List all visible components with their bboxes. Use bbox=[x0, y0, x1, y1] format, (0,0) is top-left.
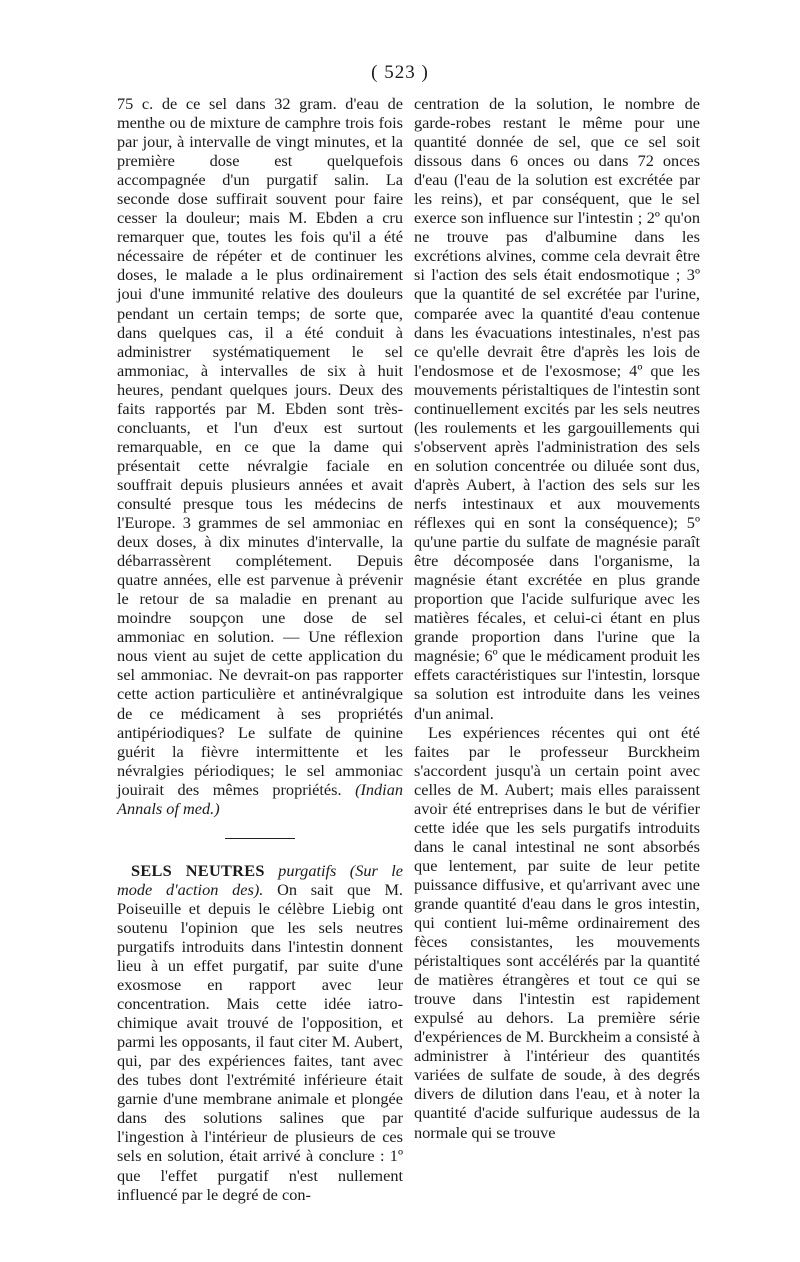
left-paragraph-1-text: 75 c. de ce sel dans 32 gram. d'eau de menthe ou de mixture de camphre trois fois par jour, à intervalle de vingt minutes, et la première dose est quelquefois accompagnée d'un purgatif salin. La seconde dose suffirait souvent pour faire cesser la douleur; mais M. Ebden a cru remarquer que, toutes les fois qu'il a été nécessaire de répéter et de continuer les doses, le malade a le plus ordinairement joui d'une immunité relative des douleurs pendant un certain temps; de sorte que, dans quelques cas, il a été conduit à administrer systématiquement le sel ammoniac, à intervalles de six à huit heures, pendant quelques jours. Deux des faits rapportés par M. Ebden sont très-concluants, et l'un d'eux est surtout remarquable, en ce que la dame qui présentait cette névralgie faciale en souffrait depuis plusieurs années et avait consulté presque tous les médecins de l'Europe. 3 grammes de sel ammoniac en deux doses, à dix minutes d'intervalle, la débarrassèrent complétement. Depuis quatre années, elle est parvenue à prévenir le retour de sa maladie en prenant au moindre soupçon une dose de sel ammoniac en solution. — Une réflexion nous vient au sujet de cette application du sel ammoniac. Ne devrait-on pas rapporter cette action particulière et antinévralgique de ce médicament à ses propriétés antipériodiques? Le sulfate de quinine guérit la fièvre intermittente et les névralgies périodiques; le sel ammoniac jouirait des mêmes propriétés. bbox=[117, 94, 403, 799]
left-paragraph-2-text: On sait que M. Poiseuille et depuis le célèbre Liebig ont soutenu l'opinion que les sels neutres purgatifs introduits dans l'intestin donnent lieu à un effet purgatif, par suite d'une exosmose en rapport avec leur concentration. Mais cette idée iatro-chimique avait trouvé de l'opposition, et parmi les opposants, il faut citer M. Aubert, qui, par des expériences faites, tant avec des tubes dont l'extrémité inférieure était garnie d'une membrane animale et plongée dans des solutions salines que par l'ingestion à l'intérieur de plusieurs de ces sels en solution, était arrivé à conclure : 1º que l'effet purgatif n'est nullement influencé par le degré de con- bbox=[117, 879, 403, 1204]
right-paragraph-1: centration de la solution, le nombre de garde-robes restant le même pour une quantité donnée de sel, que ce sel soit dissous dans 6 onces ou dans 72 onces d'eau (l'eau de la solution est excrétée par les reins), et par conséquent, que le sel exerce son influence sur l'intestin ; 2º qu'on ne trouve pas d'albumine dans les excrétions alvines, comme cela devrait être si l'action des sels était endosmotique ; 3º que la quantité de sel excrétée par l'urine, comparée avec la quantité d'eau contenue dans les évacuations intestinales, n'est pas ce qu'elle devrait être d'après les lois de l'endosmose et de l'exosmose; 4º que les mouvements péristaltiques de l'intestin sont continuellement excités par les sels neutres (les roulements et les gargouillements qui s'observent après l'administration des sels en solution concentrée ou diluée sont dus, d'après Aubert, à l'action des sels sur les nerfs intestinaux et aux mouvements réflexes qui en sont la conséquence); 5º qu'une partie du sulfate de magnésie paraît être décomposée dans l'organisme, la magnésie étant excrétée en plus grande proportion que l'acide sulfurique avec les matières fécales, et celui-ci étant en plus grande proportion dans l'urine que la magnésie; 6º que le médicament produit les effets caractéristiques sur l'intestin, lorsque sa solution est introduite dans les veines d'un animal. bbox=[414, 94, 700, 723]
right-column bbox=[414, 94, 700, 1142]
section-divider bbox=[225, 838, 295, 839]
citation-indian-annals: (Indian Annals of med.) bbox=[117, 779, 403, 818]
page-number: ( 523 ) bbox=[371, 62, 429, 83]
left-paragraph-1 bbox=[117, 94, 403, 818]
section-heading: SELS NEUTRES bbox=[131, 860, 265, 880]
section-paragraph bbox=[117, 861, 403, 1204]
section-subheading: purgatifs (Sur le mode d'action des). bbox=[117, 860, 403, 899]
right-paragraph-2: Les expériences récentes qui ont été faites par le professeur Burckheim s'accordent jusqu'à un certain point avec celles de M. Aubert; mais elles paraissent avoir été entreprises dans le but de vérifier cette idée que les sels purgatifs introduits dans le canal intestinal ne sont absorbés que lentement, par suite de leur petite puissance diffusive, et qu'arrivant avec une grande quantité d'eau dans le gros intestin, qui contient lui-même ordinairement des fèces consistantes, les mouvements péristaltiques sont accélérés par la quantité de matières étrangères et tout ce qui se trouve dans l'intestin est rapidement expulsé au dehors. La première série d'expériences de M. Burckheim a consisté à administrer à l'intérieur des quantités variées de sulfate de soude, à des degrés divers de dilution dans l'eau, et à noter la quantité d'acide sulfurique audessus de la normale qui se trouve bbox=[414, 722, 700, 1142]
left-column bbox=[117, 94, 403, 1204]
